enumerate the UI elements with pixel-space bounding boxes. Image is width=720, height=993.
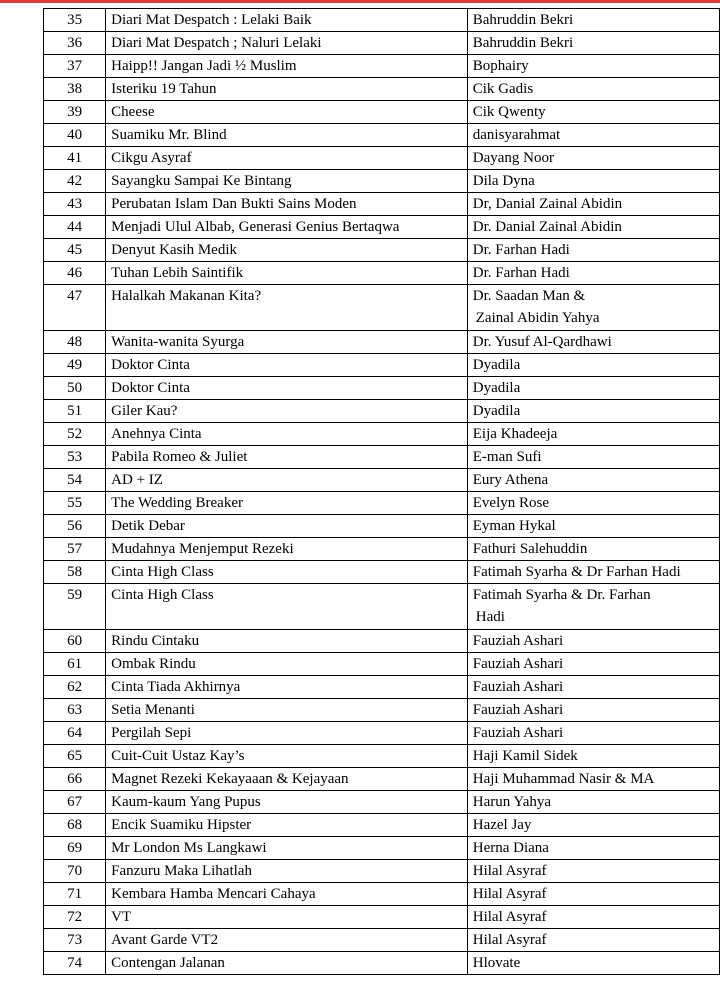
table-row bbox=[44, 837, 720, 860]
row-number-cell: 42 bbox=[44, 170, 106, 193]
table-row bbox=[44, 883, 720, 906]
author-cell bbox=[467, 446, 719, 469]
table-row bbox=[44, 653, 720, 676]
table-row bbox=[44, 814, 720, 837]
author-line: danisyarahmat bbox=[472, 127, 561, 143]
row-number-cell: 48 bbox=[44, 331, 106, 354]
book-title-cell: Pabila Romeo & Juliet bbox=[106, 446, 468, 469]
author-cell bbox=[467, 745, 719, 768]
book-title-cell: Doktor Cinta bbox=[106, 377, 468, 400]
book-title-cell: Ombak Rindu bbox=[106, 653, 468, 676]
author-cell bbox=[467, 147, 719, 170]
row-number-cell: 63 bbox=[44, 699, 106, 722]
author-line: Fauziah Ashari bbox=[472, 656, 564, 672]
book-title-cell: Encik Suamiku Hipster bbox=[106, 814, 468, 837]
row-number-cell: 51 bbox=[44, 400, 106, 423]
author-cell bbox=[467, 331, 719, 354]
table-row bbox=[44, 239, 720, 262]
book-title-cell: Cheese bbox=[106, 101, 468, 124]
table-row bbox=[44, 722, 720, 745]
author-line: Herna Diana bbox=[472, 840, 549, 856]
author-line: Eija Khadeeja bbox=[472, 426, 558, 442]
author-line: Cik Qwenty bbox=[472, 104, 546, 120]
row-number-cell: 62 bbox=[44, 676, 106, 699]
book-title-cell: Diari Mat Despatch : Lelaki Baik bbox=[106, 9, 468, 32]
table-row bbox=[44, 285, 720, 331]
row-number-cell: 43 bbox=[44, 193, 106, 216]
book-title-cell: AD + IZ bbox=[106, 469, 468, 492]
book-title-cell: Tuhan Lebih Saintifik bbox=[106, 262, 468, 285]
book-title-cell: Perubatan Islam Dan Bukti Sains Moden bbox=[106, 193, 468, 216]
book-title-cell: Halalkah Makanan Kita? bbox=[106, 285, 468, 331]
book-title-cell: Avant Garde VT2 bbox=[106, 929, 468, 952]
author-cell bbox=[467, 124, 719, 147]
table-row bbox=[44, 952, 720, 975]
author-cell bbox=[467, 699, 719, 722]
row-number-cell: 66 bbox=[44, 768, 106, 791]
row-number-cell: 64 bbox=[44, 722, 106, 745]
author-cell bbox=[467, 538, 719, 561]
book-title-cell: Rindu Cintaku bbox=[106, 630, 468, 653]
author-line: Fauziah Ashari bbox=[472, 702, 564, 718]
row-number-cell: 74 bbox=[44, 952, 106, 975]
table-row bbox=[44, 170, 720, 193]
row-number-cell: 58 bbox=[44, 561, 106, 584]
table-row bbox=[44, 423, 720, 446]
author-line: Bophairy bbox=[472, 58, 529, 74]
author-line: Hlovate bbox=[472, 955, 521, 971]
table-row bbox=[44, 216, 720, 239]
author-line: Hazel Jay bbox=[472, 817, 532, 833]
table-row bbox=[44, 791, 720, 814]
top-red-rule bbox=[0, 0, 720, 3]
row-number-cell: 54 bbox=[44, 469, 106, 492]
row-number-cell: 69 bbox=[44, 837, 106, 860]
row-number-cell: 36 bbox=[44, 32, 106, 55]
book-title-cell: VT bbox=[106, 906, 468, 929]
book-title-cell: Cinta High Class bbox=[106, 561, 468, 584]
author-line: Haji Kamil Sidek bbox=[472, 748, 578, 764]
book-title-cell: Giler Kau? bbox=[106, 400, 468, 423]
table-row bbox=[44, 929, 720, 952]
row-number-cell: 65 bbox=[44, 745, 106, 768]
author-cell bbox=[467, 78, 719, 101]
author-line: Dr. Danial Zainal Abidin bbox=[472, 219, 622, 235]
row-number-cell: 47 bbox=[44, 285, 106, 331]
book-title-cell: Cinta Tiada Akhirnya bbox=[106, 676, 468, 699]
row-number-cell: 45 bbox=[44, 239, 106, 262]
author-cell bbox=[467, 262, 719, 285]
row-number-cell: 72 bbox=[44, 906, 106, 929]
row-number-cell: 35 bbox=[44, 9, 106, 32]
author-cell bbox=[467, 423, 719, 446]
author-cell bbox=[467, 377, 719, 400]
author-line: E-man Sufi bbox=[472, 449, 542, 465]
author-cell bbox=[467, 860, 719, 883]
row-number-cell: 55 bbox=[44, 492, 106, 515]
author-cell bbox=[467, 676, 719, 699]
row-number-cell: 61 bbox=[44, 653, 106, 676]
author-line: Hilal Asyraf bbox=[472, 932, 547, 948]
table-row bbox=[44, 377, 720, 400]
book-title-cell: Setia Menanti bbox=[106, 699, 468, 722]
author-cell bbox=[467, 837, 719, 860]
author-line: Dr. Saadan Man & bbox=[472, 288, 586, 304]
book-title-cell: Wanita-wanita Syurga bbox=[106, 331, 468, 354]
table-row bbox=[44, 78, 720, 101]
author-cell bbox=[467, 561, 719, 584]
book-title-cell: Anehnya Cinta bbox=[106, 423, 468, 446]
row-number-cell: 52 bbox=[44, 423, 106, 446]
table-row bbox=[44, 745, 720, 768]
book-title-cell: Menjadi Ulul Albab, Generasi Genius Bertaqwa bbox=[106, 216, 468, 239]
author-line: Bahruddin Bekri bbox=[472, 35, 574, 51]
book-title-cell: Denyut Kasih Medik bbox=[106, 239, 468, 262]
table-row bbox=[44, 630, 720, 653]
author-cell bbox=[467, 952, 719, 975]
author-cell bbox=[467, 239, 719, 262]
author-line: Dyadila bbox=[472, 357, 521, 373]
table-row bbox=[44, 492, 720, 515]
row-number-cell: 40 bbox=[44, 124, 106, 147]
book-title-cell: Pergilah Sepi bbox=[106, 722, 468, 745]
table-row bbox=[44, 193, 720, 216]
author-cell bbox=[467, 768, 719, 791]
row-number-cell: 67 bbox=[44, 791, 106, 814]
table-row bbox=[44, 446, 720, 469]
author-cell bbox=[467, 285, 719, 331]
row-number-cell: 39 bbox=[44, 101, 106, 124]
row-number-cell: 37 bbox=[44, 55, 106, 78]
table-row bbox=[44, 699, 720, 722]
author-line: Dyadila bbox=[472, 403, 521, 419]
row-number-cell: 60 bbox=[44, 630, 106, 653]
author-cell bbox=[467, 32, 719, 55]
book-title-cell: Cikgu Asyraf bbox=[106, 147, 468, 170]
table-row bbox=[44, 9, 720, 32]
book-title-cell: Kaum-kaum Yang Pupus bbox=[106, 791, 468, 814]
row-number-cell: 57 bbox=[44, 538, 106, 561]
author-cell bbox=[467, 469, 719, 492]
author-line: Dr. Yusuf Al-Qardhawi bbox=[472, 334, 612, 350]
book-title-cell: Cinta High Class bbox=[106, 584, 468, 630]
book-title-cell: Mr London Ms Langkawi bbox=[106, 837, 468, 860]
book-title-cell: Suamiku Mr. Blind bbox=[106, 124, 468, 147]
row-number-cell: 38 bbox=[44, 78, 106, 101]
book-title-cell: Mudahnya Menjemput Rezeki bbox=[106, 538, 468, 561]
book-title-cell: Contengan Jalanan bbox=[106, 952, 468, 975]
author-line: Cik Gadis bbox=[472, 81, 534, 97]
author-cell bbox=[467, 630, 719, 653]
author-line: Hilal Asyraf bbox=[472, 863, 547, 879]
author-line: Dr, Danial Zainal Abidin bbox=[472, 196, 623, 212]
author-line: Hilal Asyraf bbox=[472, 909, 547, 925]
table-row bbox=[44, 147, 720, 170]
book-title-cell: Magnet Rezeki Kekayaaan & Kejayaan bbox=[106, 768, 468, 791]
author-line: Dr. Farhan Hadi bbox=[472, 242, 570, 258]
table-row bbox=[44, 538, 720, 561]
table-row bbox=[44, 860, 720, 883]
row-number-cell: 49 bbox=[44, 354, 106, 377]
author-cell bbox=[467, 193, 719, 216]
author-line: Fatimah Syarha & Dr Farhan Hadi bbox=[472, 564, 681, 580]
author-cell bbox=[467, 354, 719, 377]
author-line: Dr. Farhan Hadi bbox=[472, 265, 570, 281]
row-number-cell: 41 bbox=[44, 147, 106, 170]
book-title-cell: Diari Mat Despatch ; Naluri Lelaki bbox=[106, 32, 468, 55]
author-cell bbox=[467, 515, 719, 538]
author-line: Dila Dyna bbox=[472, 173, 535, 189]
row-number-cell: 70 bbox=[44, 860, 106, 883]
book-list-table bbox=[43, 8, 720, 975]
row-number-cell: 46 bbox=[44, 262, 106, 285]
author-cell bbox=[467, 400, 719, 423]
book-title-cell: Cuit-Cuit Ustaz Kay’s bbox=[106, 745, 468, 768]
book-title-cell: Fanzuru Maka Lihatlah bbox=[106, 860, 468, 883]
author-line: Zainal Abidin Yahya bbox=[475, 310, 600, 326]
table-row bbox=[44, 55, 720, 78]
author-cell bbox=[467, 653, 719, 676]
author-line: Eury Athena bbox=[472, 472, 549, 488]
author-line: Fauziah Ashari bbox=[472, 633, 564, 649]
author-line: Fauziah Ashari bbox=[472, 725, 564, 741]
row-number-cell: 68 bbox=[44, 814, 106, 837]
author-line: Haji Muhammad Nasir & MA bbox=[472, 771, 655, 787]
author-cell bbox=[467, 929, 719, 952]
author-line: Fauziah Ashari bbox=[472, 679, 564, 695]
author-cell bbox=[467, 791, 719, 814]
table-row bbox=[44, 400, 720, 423]
author-cell bbox=[467, 492, 719, 515]
book-title-cell: Sayangku Sampai Ke Bintang bbox=[106, 170, 468, 193]
row-number-cell: 53 bbox=[44, 446, 106, 469]
author-line: Eyman Hykal bbox=[472, 518, 556, 534]
book-title-cell: Kembara Hamba Mencari Cahaya bbox=[106, 883, 468, 906]
table-row bbox=[44, 768, 720, 791]
author-line: Fathuri Salehuddin bbox=[472, 541, 588, 557]
row-number-cell: 71 bbox=[44, 883, 106, 906]
author-cell bbox=[467, 906, 719, 929]
author-cell bbox=[467, 170, 719, 193]
table-row bbox=[44, 906, 720, 929]
table-row bbox=[44, 584, 720, 630]
table-row bbox=[44, 124, 720, 147]
author-cell bbox=[467, 814, 719, 837]
author-cell bbox=[467, 722, 719, 745]
author-cell bbox=[467, 9, 719, 32]
book-title-cell: Haipp!! Jangan Jadi ½ Muslim bbox=[106, 55, 468, 78]
book-title-cell: Doktor Cinta bbox=[106, 354, 468, 377]
author-cell bbox=[467, 584, 719, 630]
author-cell bbox=[467, 883, 719, 906]
row-number-cell: 56 bbox=[44, 515, 106, 538]
author-cell bbox=[467, 55, 719, 78]
book-title-cell: Isteriku 19 Tahun bbox=[106, 78, 468, 101]
author-line: Evelyn Rose bbox=[472, 495, 549, 511]
table-row bbox=[44, 561, 720, 584]
table-row bbox=[44, 469, 720, 492]
author-line: Harun Yahya bbox=[472, 794, 552, 810]
book-title-cell: Detik Debar bbox=[106, 515, 468, 538]
author-line: Fatimah Syarha & Dr. Farhan bbox=[472, 587, 651, 603]
table-row bbox=[44, 331, 720, 354]
row-number-cell: 59 bbox=[44, 584, 106, 630]
table-row bbox=[44, 676, 720, 699]
row-number-cell: 73 bbox=[44, 929, 106, 952]
table-row bbox=[44, 101, 720, 124]
row-number-cell: 50 bbox=[44, 377, 106, 400]
author-line: Hadi bbox=[475, 609, 505, 625]
author-cell bbox=[467, 101, 719, 124]
table-row bbox=[44, 354, 720, 377]
author-line: Dayang Noor bbox=[472, 150, 554, 166]
book-title-cell: The Wedding Breaker bbox=[106, 492, 468, 515]
table-row bbox=[44, 262, 720, 285]
author-line: Bahruddin Bekri bbox=[472, 12, 574, 28]
author-cell bbox=[467, 216, 719, 239]
table-body bbox=[44, 9, 720, 975]
table-row bbox=[44, 515, 720, 538]
author-line: Hilal Asyraf bbox=[472, 886, 547, 902]
table-row bbox=[44, 32, 720, 55]
row-number-cell: 44 bbox=[44, 216, 106, 239]
author-line: Dyadila bbox=[472, 380, 521, 396]
